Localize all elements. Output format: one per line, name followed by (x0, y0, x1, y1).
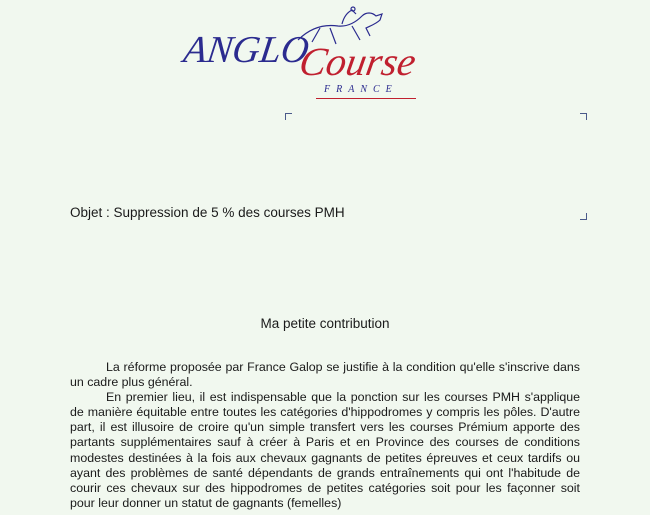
letter-heading: Ma petite contribution (260, 316, 390, 331)
corner-mark-top-left (285, 113, 292, 120)
logo-france-text: FRANCE (324, 84, 398, 95)
letter-body (70, 360, 580, 511)
letter-subject: Objet : Suppression de 5 % des courses PMH (70, 205, 345, 220)
corner-mark-top-right (580, 113, 587, 120)
corner-mark-bottom-right (580, 213, 587, 220)
logo-anglo-text: ANGLO (181, 29, 312, 71)
body-paragraph: La réforme proposée par France Galop se justifie à la condition qu'elle s'inscrive dans un cadre plus général. (70, 360, 580, 390)
logo-course-text: Course (296, 39, 420, 84)
logo-underline (316, 98, 416, 99)
body-paragraph: En premier lieu, il est indispensable que la ponction sur les courses PMH s'applique de manière équitable entre toutes les catégories d'hippodromes y compris les pôles. D'autre part, il est illusoire de croire qu'un simple transfert vers les courses Prémium apporte des partants supplémentaires sauf à créer à Paris et en Province des courses de conditions modestes destinées à la fois aux chevaux gagnants de petites épreuves et ceux tardifs ou ayant des problèmes de santé dépendants de grands entraînements qui ont l'habitude de courir ces chevaux sur des hippodromes de petites catégories soit pour les façonner soit pour leur donner un statut de gagnants (femelles) (70, 390, 580, 510)
anglo-course-logo (180, 6, 430, 101)
